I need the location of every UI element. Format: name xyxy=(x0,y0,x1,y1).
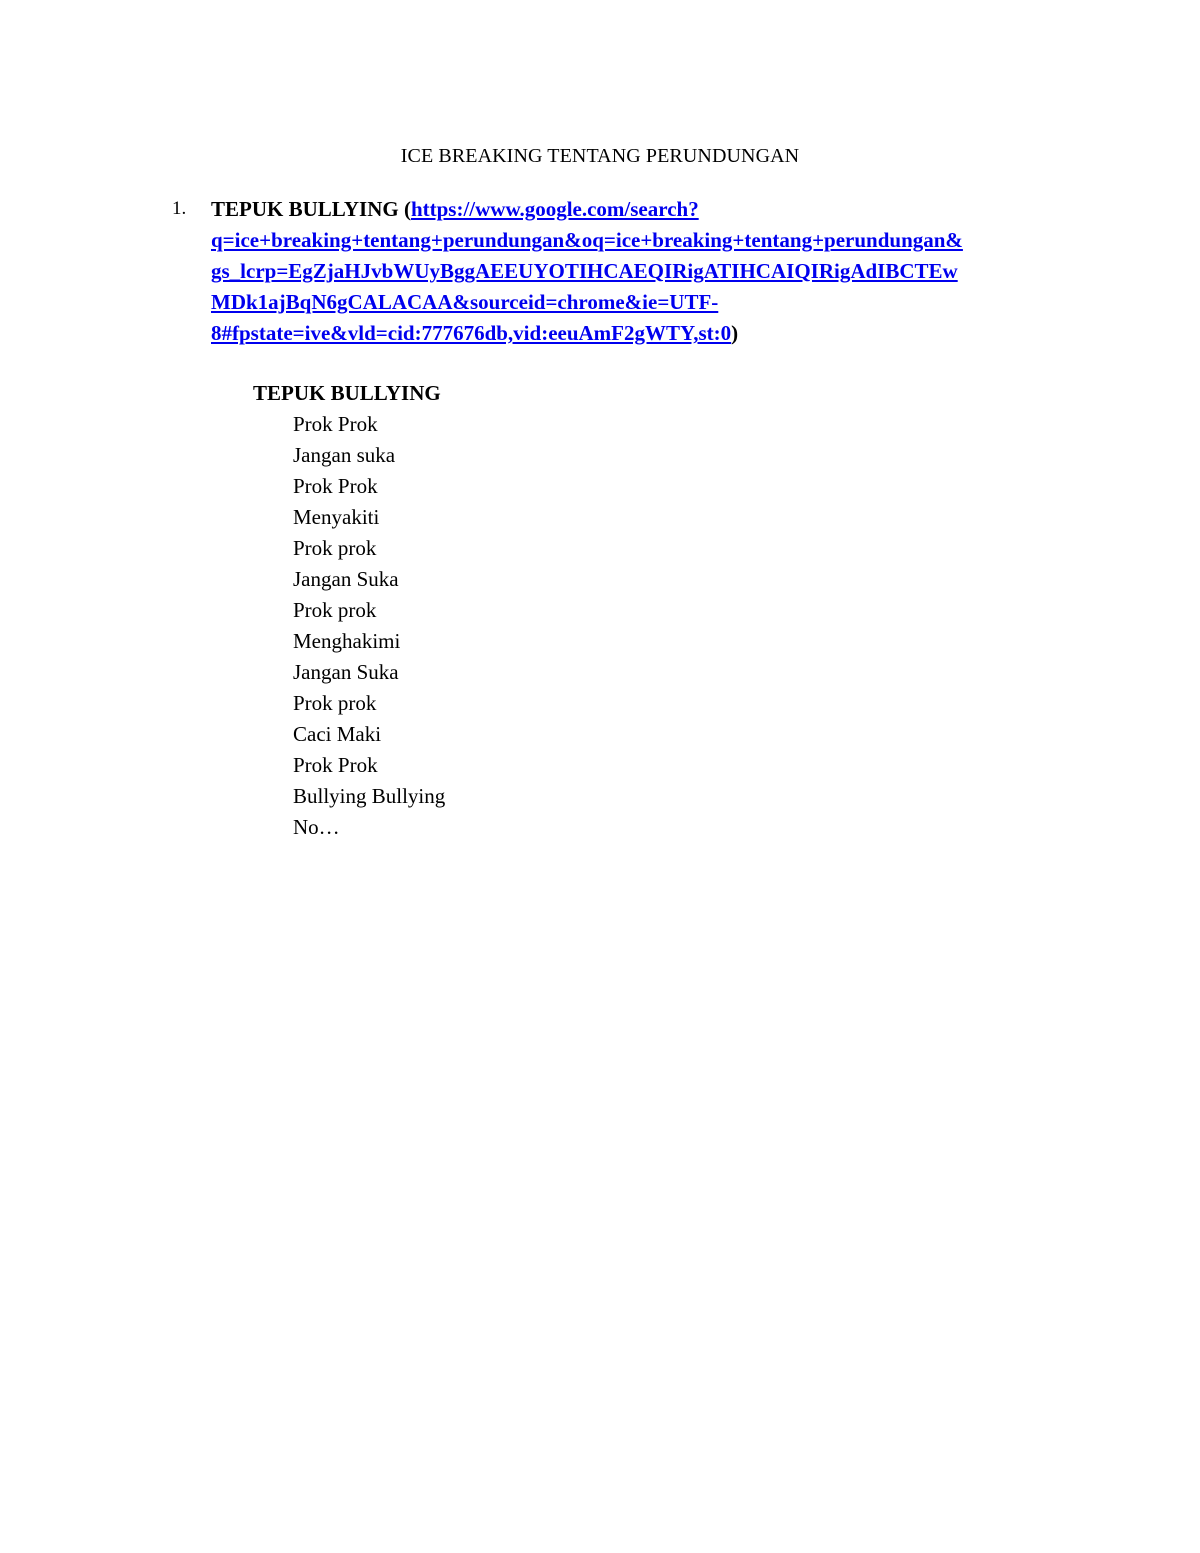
song-line: Jangan Suka xyxy=(293,660,399,684)
song-line: Caci Maki xyxy=(293,722,382,746)
link-text-line: q=ice+breaking+tentang+perundungan&oq=ice+breaking+tentang+perundungan& xyxy=(211,228,963,252)
song-line: Prok prok xyxy=(293,536,377,560)
link-text-line: https://www.google.com/search? xyxy=(410,197,699,221)
song-line: Prok Prok xyxy=(293,753,378,777)
song-line: Menghakimi xyxy=(293,629,401,653)
link-text-line: gs_lcrp=EgZjaHJvbWUyBggAEEUYOTIHCAEQIRigATIHCAIQIRigAdIBCTEw xyxy=(211,259,958,283)
open-paren: ( xyxy=(398,197,411,221)
song-line: Jangan suka xyxy=(293,443,396,467)
song-line: Jangan Suka xyxy=(293,567,399,591)
song-title: TEPUK BULLYING xyxy=(253,381,441,405)
list-item-heading: TEPUK BULLYING xyxy=(211,197,399,221)
link-text-line: MDk1ajBqN6gCALACAA&sourceid=chrome&ie=UTF- xyxy=(211,290,719,314)
list-item xyxy=(211,194,1071,349)
song-line: Prok Prok xyxy=(293,412,378,436)
song-block xyxy=(253,378,445,843)
close-paren: ) xyxy=(731,321,739,345)
song-line: Prok Prok xyxy=(293,474,378,498)
song-line: Prok prok xyxy=(293,598,377,622)
song-lines-list xyxy=(253,409,445,843)
link-text-line: 8#fpstate=ive&vld=cid:777676db,vid:eeuAmF2gWTY,st:0 xyxy=(211,321,732,345)
song-line: Prok prok xyxy=(293,691,377,715)
song-line: No… xyxy=(293,815,340,839)
document-title: ICE BREAKING TENTANG PERUNDUNGAN xyxy=(400,145,800,167)
song-line: Menyakiti xyxy=(293,505,380,529)
list-item-number: 1. xyxy=(172,198,187,219)
song-line: Bullying Bullying xyxy=(293,784,446,808)
